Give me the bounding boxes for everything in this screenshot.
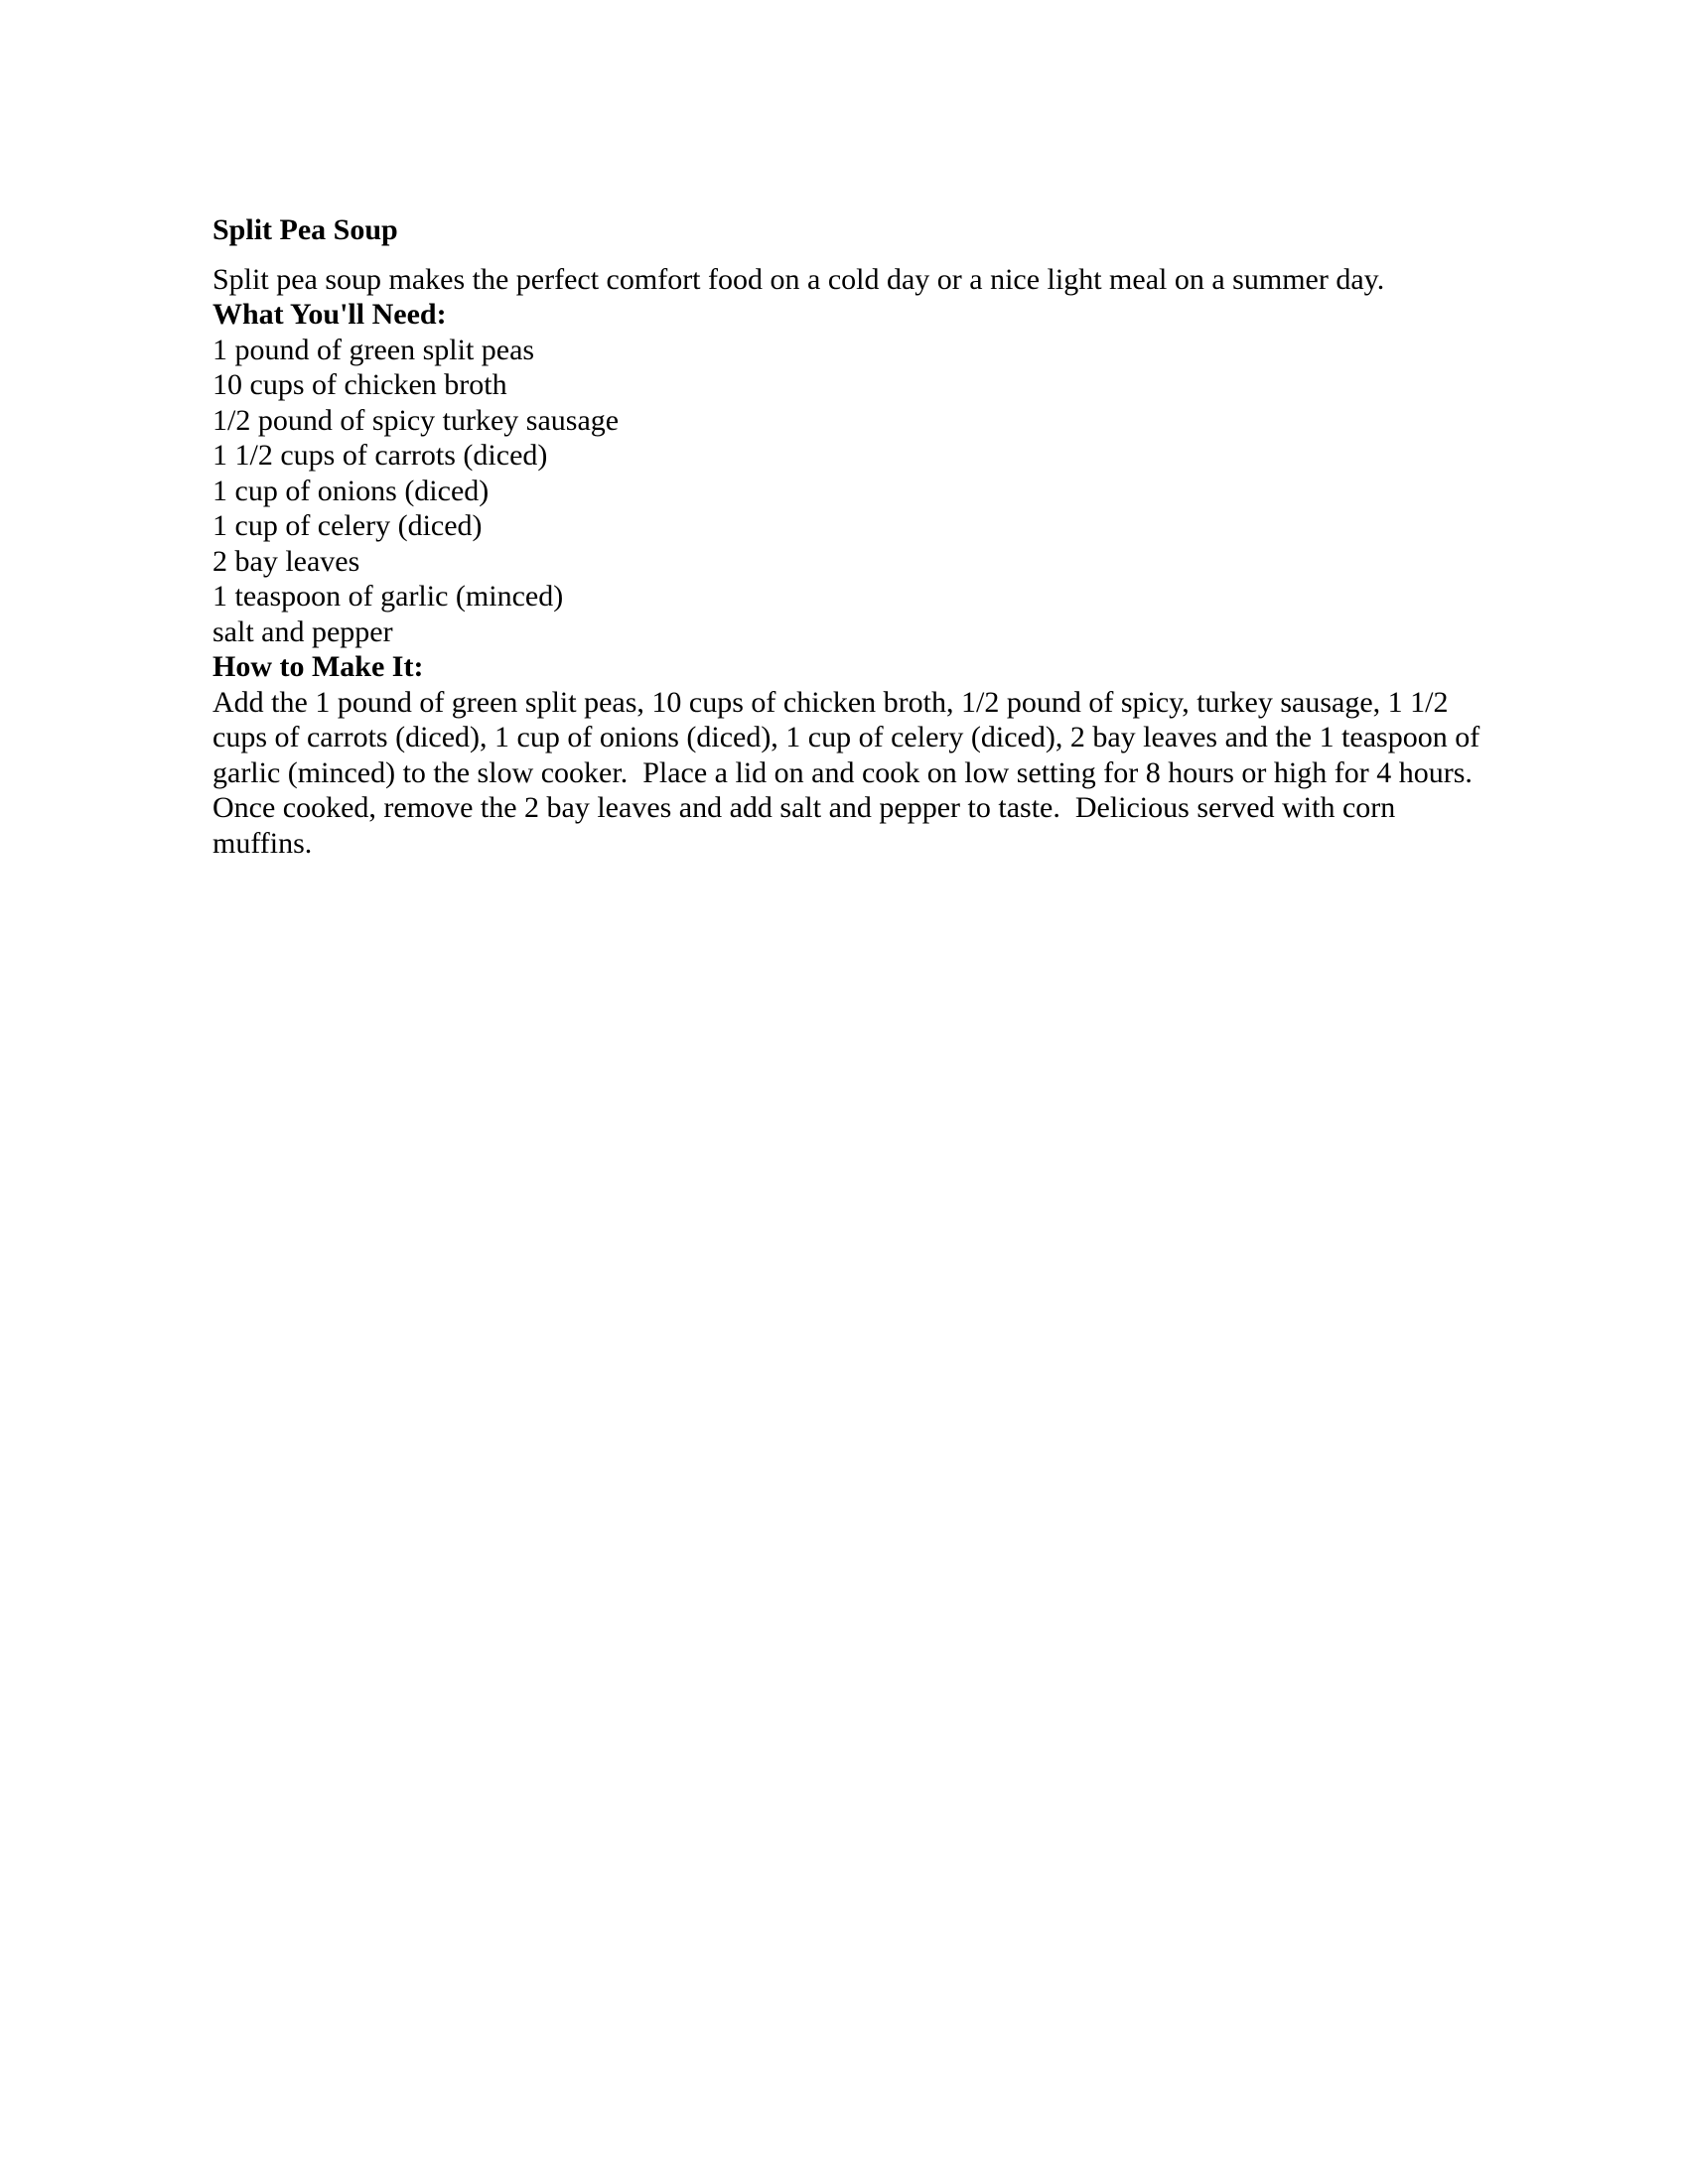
ingredient-item: 1 cup of onions (diced) xyxy=(212,474,490,507)
instructions-paragraph: Add the 1 pound of green split peas, 10 cups of chicken broth, 1/2 pound of spicy, turkey sausage, 1 1/2 cups of carrots (diced), 1 cup of onions (diced), 1 cup of celery (diced), 2 bay leaves and the 1 teaspoon of garlic (minced) to the slow cooker. Place a lid on and cook on low setting for 8 hours or high for 4 hours. Once cooked, remove the 2 bay leaves and add salt and pepper to taste. Delicious served with corn muffins. xyxy=(212,685,1487,860)
ingredient-item: 2 bay leaves xyxy=(212,544,360,578)
ingredient-item: 1 teaspoon of garlic (minced) xyxy=(212,580,564,613)
ingredients-list xyxy=(212,333,1493,650)
recipe-title: Split Pea Soup xyxy=(212,213,398,246)
recipe-intro: Split pea soup makes the perfect comfort food on a cold day or a nice light meal on a summer day. xyxy=(212,262,1385,296)
ingredient-item: 1/2 pound of spicy turkey sausage xyxy=(212,403,620,437)
ingredient-item: 1 pound of green split peas xyxy=(212,333,535,366)
ingredient-item: 1 1/2 cups of carrots (diced) xyxy=(212,439,548,472)
recipe-page xyxy=(212,212,1493,861)
ingredient-item: 1 cup of celery (diced) xyxy=(212,509,483,542)
ingredient-item: 10 cups of chicken broth xyxy=(212,368,507,401)
ingredients-heading: What You'll Need: xyxy=(212,298,447,331)
ingredient-item: salt and pepper xyxy=(212,614,393,648)
instructions-heading: How to Make It: xyxy=(212,650,424,683)
